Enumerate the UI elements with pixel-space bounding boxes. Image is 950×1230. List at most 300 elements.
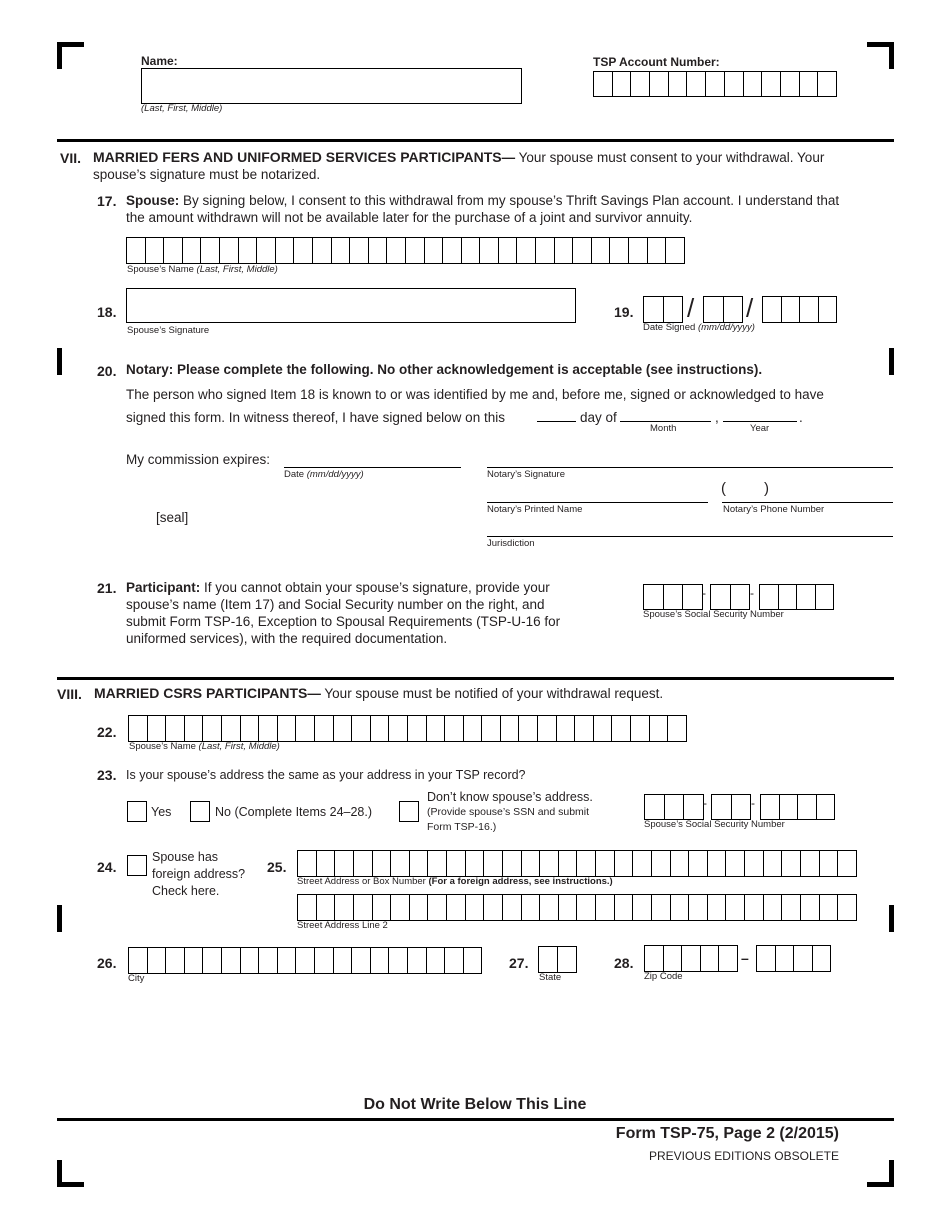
char-box[interactable] xyxy=(652,895,671,920)
char-box[interactable] xyxy=(629,238,648,263)
item-20-text-line2b: day of xyxy=(580,410,617,425)
notary-printed-name-label: Notary’s Printed Name xyxy=(487,504,583,515)
footer-divider xyxy=(57,1118,894,1121)
char-box[interactable] xyxy=(689,851,708,876)
char-box[interactable] xyxy=(466,895,485,920)
char-box[interactable] xyxy=(129,948,148,973)
item-22-number: 22. xyxy=(97,724,117,740)
date-signed-month-input[interactable] xyxy=(643,296,683,323)
char-box[interactable] xyxy=(522,851,541,876)
char-box[interactable] xyxy=(317,895,336,920)
notary-phone-input[interactable] xyxy=(722,502,893,503)
char-box[interactable] xyxy=(745,895,764,920)
char-box[interactable] xyxy=(332,238,351,263)
section-8-title: MARRIED CSRS PARTICIPANTS xyxy=(94,685,308,701)
char-box[interactable] xyxy=(745,851,764,876)
char-box[interactable] xyxy=(669,72,688,96)
char-box[interactable] xyxy=(466,851,485,876)
char-box[interactable] xyxy=(540,895,559,920)
char-box[interactable] xyxy=(445,716,464,741)
char-box[interactable] xyxy=(820,851,839,876)
char-box[interactable] xyxy=(557,716,576,741)
section-7-heading xyxy=(93,149,893,183)
char-box[interactable] xyxy=(428,851,447,876)
char-box[interactable] xyxy=(522,895,541,920)
char-box[interactable] xyxy=(594,72,613,96)
item-18-number: 18. xyxy=(97,304,117,320)
char-box[interactable] xyxy=(387,238,406,263)
char-box[interactable] xyxy=(708,895,727,920)
date-signed-year-input[interactable] xyxy=(762,296,837,323)
char-box[interactable] xyxy=(764,895,783,920)
char-box[interactable] xyxy=(613,72,632,96)
char-box[interactable] xyxy=(711,585,731,609)
item-23-number: 23. xyxy=(97,767,117,783)
section-divider xyxy=(57,677,894,680)
char-box[interactable] xyxy=(726,851,745,876)
spouse-signature-input[interactable] xyxy=(126,288,576,323)
char-box[interactable] xyxy=(427,716,446,741)
registration-mark-bottom-right xyxy=(867,1160,894,1187)
comma: , xyxy=(715,410,719,425)
tsp-account-number-input[interactable] xyxy=(593,71,837,97)
char-box[interactable] xyxy=(820,895,839,920)
char-box[interactable] xyxy=(354,851,373,876)
char-box[interactable] xyxy=(391,895,410,920)
char-box[interactable] xyxy=(800,297,819,322)
char-box[interactable] xyxy=(650,72,669,96)
char-box[interactable] xyxy=(480,238,499,263)
char-box[interactable] xyxy=(257,238,276,263)
zip-code-label: Zip Code xyxy=(644,971,683,982)
no-checkbox[interactable] xyxy=(190,801,210,822)
side-mark-right-2 xyxy=(889,905,894,932)
zip-separator: – xyxy=(741,950,749,966)
char-box[interactable] xyxy=(447,895,466,920)
ssn-part1-input-23[interactable] xyxy=(644,794,704,820)
char-box[interactable] xyxy=(664,585,684,609)
char-box[interactable] xyxy=(484,895,503,920)
item-26-number: 26. xyxy=(97,955,117,971)
char-box[interactable] xyxy=(577,851,596,876)
char-box[interactable] xyxy=(203,948,222,973)
item-23-question: Is your spouse’s address the same as your address in your TSP record? xyxy=(126,768,526,782)
char-box[interactable] xyxy=(648,238,667,263)
char-box[interactable] xyxy=(683,585,703,609)
char-box[interactable] xyxy=(596,851,615,876)
section-divider xyxy=(57,139,894,142)
char-box[interactable] xyxy=(776,946,795,971)
zip-code-4-input[interactable] xyxy=(756,945,831,972)
char-box[interactable] xyxy=(371,716,390,741)
notary-printed-name-input[interactable] xyxy=(487,502,708,503)
item-19-field-label: Date Signed (mm/dd/yyyy) xyxy=(643,322,755,333)
char-box[interactable] xyxy=(757,946,776,971)
item-17-text-line2: the amount withdrawn will not be available later for the purchase of a joint and survivor annuity. xyxy=(126,210,693,225)
char-box[interactable] xyxy=(781,72,800,96)
char-box[interactable] xyxy=(427,948,446,973)
char-box[interactable] xyxy=(313,238,332,263)
item-17-text xyxy=(126,192,896,226)
section-7-intro-line1: Your spouse must consent to your withdrawal. Your xyxy=(518,150,825,165)
char-box[interactable] xyxy=(592,238,611,263)
char-box[interactable] xyxy=(701,946,720,971)
jurisdiction-label: Jurisdiction xyxy=(487,538,535,549)
char-box[interactable] xyxy=(596,895,615,920)
char-box[interactable] xyxy=(166,716,185,741)
char-box[interactable] xyxy=(406,238,425,263)
name-hint: (Last, First, Middle) xyxy=(141,103,223,114)
year-label: Year xyxy=(750,423,770,434)
section-7-numeral: VII. xyxy=(60,150,82,166)
char-box[interactable] xyxy=(671,851,690,876)
char-box[interactable] xyxy=(278,948,297,973)
char-box[interactable] xyxy=(369,238,388,263)
char-box[interactable] xyxy=(464,948,483,973)
char-box[interactable] xyxy=(517,238,536,263)
char-box[interactable] xyxy=(259,716,278,741)
foreign-address-checkbox[interactable] xyxy=(127,855,147,876)
char-box[interactable] xyxy=(334,948,353,973)
char-box[interactable] xyxy=(464,716,483,741)
char-box[interactable] xyxy=(425,238,444,263)
char-box[interactable] xyxy=(317,851,336,876)
section-8-heading: MARRIED CSRS PARTICIPANTS— Your spouse must be notified of your withdrawal request. xyxy=(94,685,664,701)
char-box[interactable] xyxy=(779,585,798,609)
char-box[interactable] xyxy=(294,238,313,263)
char-box[interactable] xyxy=(447,851,466,876)
state-input[interactable] xyxy=(538,946,577,973)
char-box[interactable] xyxy=(645,946,664,971)
ssn-separator: - xyxy=(750,586,754,600)
item-25-line2-label: Street Address Line 2 xyxy=(297,920,388,931)
char-box[interactable] xyxy=(164,238,183,263)
char-box[interactable] xyxy=(278,716,297,741)
char-box[interactable] xyxy=(539,947,558,972)
char-box[interactable] xyxy=(296,716,315,741)
ssn-part3-input-23[interactable] xyxy=(760,794,835,820)
char-box[interactable] xyxy=(732,795,752,819)
do-not-write-notice: Do Not Write Below This Line xyxy=(363,1096,587,1113)
char-box[interactable] xyxy=(665,795,685,819)
item-17-text-line1: By signing below, I consent to this withdrawal from my spouse’s Thrift Savings Plan account. I understand that xyxy=(183,193,840,208)
side-mark-left-2 xyxy=(57,905,62,932)
char-box[interactable] xyxy=(610,238,629,263)
char-box[interactable] xyxy=(668,716,687,741)
char-box[interactable] xyxy=(389,948,408,973)
char-box[interactable] xyxy=(335,895,354,920)
char-box[interactable] xyxy=(203,716,222,741)
char-box[interactable] xyxy=(259,948,278,973)
street-address-line1-input[interactable] xyxy=(297,850,857,877)
item-17-field-label: Spouse’s Name (Last, First, Middle) xyxy=(127,264,278,275)
registration-mark-top-right xyxy=(867,42,894,69)
char-box[interactable] xyxy=(462,238,481,263)
char-box[interactable] xyxy=(719,946,738,971)
phone-paren-close: ) xyxy=(764,480,769,497)
item-19-number: 19. xyxy=(614,304,634,320)
char-box[interactable] xyxy=(148,948,167,973)
item-21-label: Participant: xyxy=(126,580,201,595)
char-box[interactable] xyxy=(408,716,427,741)
item-18-field-label: Spouse’s Signature xyxy=(127,325,210,336)
char-box[interactable] xyxy=(536,238,555,263)
char-box[interactable] xyxy=(813,946,832,971)
char-box[interactable] xyxy=(296,948,315,973)
char-box[interactable] xyxy=(428,895,447,920)
char-box[interactable] xyxy=(371,948,390,973)
char-box[interactable] xyxy=(241,716,260,741)
month-input[interactable] xyxy=(620,421,711,422)
char-box[interactable] xyxy=(127,238,146,263)
char-box[interactable] xyxy=(408,948,427,973)
char-box[interactable] xyxy=(594,716,613,741)
char-box[interactable] xyxy=(519,716,538,741)
char-box[interactable] xyxy=(540,851,559,876)
char-box[interactable] xyxy=(664,946,683,971)
item-27-number: 27. xyxy=(509,955,529,971)
char-box[interactable] xyxy=(731,585,751,609)
char-box[interactable] xyxy=(816,585,835,609)
item-17-number: 17. xyxy=(97,193,117,209)
dont-know-label: Don’t know spouse’s address. (Provide spouse’s SSN and submit Form TSP-16.) xyxy=(427,790,593,833)
char-box[interactable] xyxy=(708,851,727,876)
char-box[interactable] xyxy=(633,851,652,876)
char-box[interactable] xyxy=(559,851,578,876)
char-box[interactable] xyxy=(499,238,518,263)
item-20-heading: Notary: Please complete the following. No other acknowledgement is acceptable (see instructions). xyxy=(126,362,763,377)
side-mark-right-1 xyxy=(889,348,894,375)
char-box[interactable] xyxy=(761,795,780,819)
dont-know-checkbox[interactable] xyxy=(399,801,419,822)
month-label: Month xyxy=(650,423,677,434)
char-box[interactable] xyxy=(682,946,701,971)
char-box[interactable] xyxy=(644,297,664,322)
char-box[interactable] xyxy=(373,895,392,920)
char-box[interactable] xyxy=(724,297,744,322)
char-box[interactable] xyxy=(352,716,371,741)
yes-checkbox[interactable] xyxy=(127,801,147,822)
char-box[interactable] xyxy=(146,238,165,263)
char-box[interactable] xyxy=(631,716,650,741)
ssn-part2-input-23[interactable] xyxy=(711,794,751,820)
date-separator: / xyxy=(746,293,754,323)
char-box[interactable] xyxy=(797,585,816,609)
char-box[interactable] xyxy=(801,895,820,920)
item-23-ssn-label: Spouse’s Social Security Number xyxy=(644,819,785,830)
char-box[interactable] xyxy=(148,716,167,741)
side-mark-left-1 xyxy=(57,348,62,375)
char-box[interactable] xyxy=(744,72,763,96)
ssn-part1-input-21[interactable] xyxy=(643,584,703,610)
char-box[interactable] xyxy=(631,72,650,96)
char-box[interactable] xyxy=(800,72,819,96)
item-20-number: 20. xyxy=(97,363,117,379)
char-box[interactable] xyxy=(298,851,317,876)
char-box[interactable] xyxy=(222,948,241,973)
commission-date-input[interactable] xyxy=(284,467,461,468)
jurisdiction-input[interactable] xyxy=(487,536,893,537)
char-box[interactable] xyxy=(819,297,838,322)
registration-mark-top-left xyxy=(57,42,84,69)
tsp-account-label: TSP Account Number: xyxy=(593,55,720,69)
name-label: Name: xyxy=(141,54,178,68)
char-box[interactable] xyxy=(645,795,665,819)
char-box[interactable] xyxy=(671,895,690,920)
date-separator: / xyxy=(687,293,695,323)
yes-label: Yes xyxy=(151,805,172,819)
char-box[interactable] xyxy=(555,238,574,263)
notary-signature-label: Notary’s Signature xyxy=(487,469,565,480)
commission-date-label: Date (mm/dd/yyyy) xyxy=(284,469,364,480)
char-box[interactable] xyxy=(239,238,258,263)
item-24-text: Spouse has foreign address? Check here. xyxy=(152,850,246,898)
item-22-field-label: Spouse’s Name (Last, First, Middle) xyxy=(129,741,280,752)
char-box[interactable] xyxy=(443,238,462,263)
char-box[interactable] xyxy=(704,297,724,322)
item-17-label: Spouse: xyxy=(126,193,180,208)
char-box[interactable] xyxy=(760,585,779,609)
char-box[interactable] xyxy=(352,948,371,973)
day-input[interactable] xyxy=(537,421,576,422)
char-box[interactable] xyxy=(484,851,503,876)
char-box[interactable] xyxy=(838,851,857,876)
char-box[interactable] xyxy=(798,795,817,819)
char-box[interactable] xyxy=(501,716,520,741)
char-box[interactable] xyxy=(220,238,239,263)
zip-code-5-input[interactable] xyxy=(644,945,738,972)
char-box[interactable] xyxy=(577,895,596,920)
char-box[interactable] xyxy=(391,851,410,876)
char-box[interactable] xyxy=(335,851,354,876)
char-box[interactable] xyxy=(298,895,317,920)
char-box[interactable] xyxy=(183,238,202,263)
char-box[interactable] xyxy=(652,851,671,876)
char-box[interactable] xyxy=(687,72,706,96)
state-label: State xyxy=(539,972,562,983)
char-box[interactable] xyxy=(482,716,501,741)
char-box[interactable] xyxy=(276,238,295,263)
item-25-line1-label: Street Address or Box Number (For a foreign address, see instructions.) xyxy=(297,876,613,887)
char-box[interactable] xyxy=(689,895,708,920)
char-box[interactable] xyxy=(712,795,732,819)
char-box[interactable] xyxy=(575,716,594,741)
city-input[interactable] xyxy=(128,947,482,974)
char-box[interactable] xyxy=(559,895,578,920)
char-box[interactable] xyxy=(538,716,557,741)
item-21-ssn-label: Spouse’s Social Security Number xyxy=(643,609,784,620)
ssn-separator: - xyxy=(751,796,755,810)
char-box[interactable] xyxy=(410,895,429,920)
char-box[interactable] xyxy=(373,851,392,876)
char-box[interactable] xyxy=(615,895,634,920)
notary-signature-input[interactable] xyxy=(487,467,893,468)
char-box[interactable] xyxy=(410,851,429,876)
item-25-number: 25. xyxy=(267,859,287,875)
no-label: No (Complete Items 24–28.) xyxy=(215,805,373,819)
commission-expires-label: My commission expires: xyxy=(126,452,271,467)
street-address-line2-input[interactable] xyxy=(297,894,857,921)
char-box[interactable] xyxy=(780,795,799,819)
section-7-intro-line2: spouse’s signature must be notarized. xyxy=(93,167,321,182)
char-box[interactable] xyxy=(762,72,781,96)
year-input[interactable] xyxy=(723,421,797,422)
char-box[interactable] xyxy=(801,851,820,876)
item-21-text: Participant: If you cannot obtain your spouse’s signature, provide your spouse’s name (Item 17) and Social Security number on the right, and submit Form TSP-16, Exception to Spousal Requirements (TSP-U-16 for uniformed services), with the required documentation. xyxy=(126,580,561,646)
char-box[interactable] xyxy=(166,948,185,973)
date-signed-day-input[interactable] xyxy=(703,296,743,323)
item-21-number: 21. xyxy=(97,580,117,596)
char-box[interactable] xyxy=(612,716,631,741)
char-box[interactable] xyxy=(315,716,334,741)
char-box[interactable] xyxy=(615,851,634,876)
char-box[interactable] xyxy=(725,72,744,96)
char-box[interactable] xyxy=(633,895,652,920)
ssn-separator: - xyxy=(703,796,707,810)
char-box[interactable] xyxy=(350,238,369,263)
char-box[interactable] xyxy=(185,948,204,973)
char-box[interactable] xyxy=(782,895,801,920)
char-box[interactable] xyxy=(201,238,220,263)
char-box[interactable] xyxy=(644,585,664,609)
spouse-name-input-17[interactable] xyxy=(126,237,685,264)
ssn-separator: - xyxy=(702,586,706,600)
char-box[interactable] xyxy=(241,948,260,973)
item-28-number: 28. xyxy=(614,955,634,971)
char-box[interactable] xyxy=(503,851,522,876)
obsolete-notice: PREVIOUS EDITIONS OBSOLETE xyxy=(648,1149,839,1163)
char-box[interactable] xyxy=(558,947,577,972)
char-box[interactable] xyxy=(129,716,148,741)
ssn-part3-input-21[interactable] xyxy=(759,584,834,610)
char-box[interactable] xyxy=(763,297,782,322)
char-box[interactable] xyxy=(354,895,373,920)
notary-phone-label: Notary’s Phone Number xyxy=(723,504,825,515)
char-box[interactable] xyxy=(389,716,408,741)
char-box[interactable] xyxy=(782,297,801,322)
section-7-title: MARRIED FERS AND UNIFORMED SERVICES PARTICIPANTS xyxy=(93,149,502,165)
char-box[interactable] xyxy=(315,948,334,973)
spouse-name-input-22[interactable] xyxy=(128,715,687,742)
char-box[interactable] xyxy=(334,716,353,741)
char-box[interactable] xyxy=(838,895,857,920)
char-box[interactable] xyxy=(782,851,801,876)
period: . xyxy=(799,410,803,425)
char-box[interactable] xyxy=(818,72,837,96)
ssn-part2-input-21[interactable] xyxy=(710,584,750,610)
char-box[interactable] xyxy=(726,895,745,920)
char-box[interactable] xyxy=(794,946,813,971)
char-box[interactable] xyxy=(764,851,783,876)
item-24-number: 24. xyxy=(97,859,117,875)
char-box[interactable] xyxy=(503,895,522,920)
phone-paren-open: ( xyxy=(721,480,726,497)
char-box[interactable] xyxy=(666,238,685,263)
char-box[interactable] xyxy=(185,716,204,741)
char-box[interactable] xyxy=(573,238,592,263)
city-label: City xyxy=(128,973,145,984)
char-box[interactable] xyxy=(817,795,836,819)
section-7-dash: — xyxy=(501,150,516,165)
char-box[interactable] xyxy=(706,72,725,96)
char-box[interactable] xyxy=(445,948,464,973)
char-box[interactable] xyxy=(650,716,669,741)
char-box[interactable] xyxy=(684,795,704,819)
char-box[interactable] xyxy=(664,297,684,322)
seal-label: [seal] xyxy=(156,510,189,525)
char-box[interactable] xyxy=(222,716,241,741)
name-input[interactable] xyxy=(141,68,522,104)
